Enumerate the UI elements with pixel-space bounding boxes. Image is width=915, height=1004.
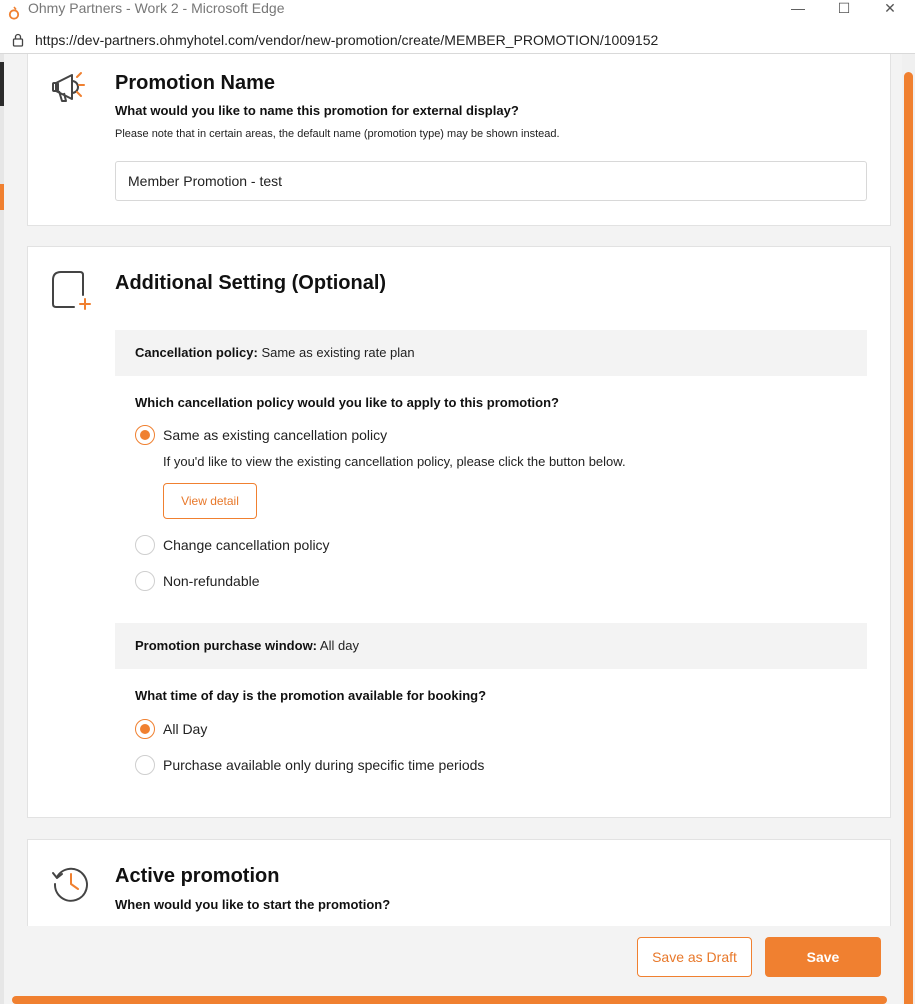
radio-button[interactable] (135, 755, 155, 775)
radio-change-cancellation-policy[interactable] (135, 535, 330, 555)
radio-label: All Day (163, 721, 208, 737)
lock-icon (12, 33, 24, 47)
cancellation-policy-label: Cancellation policy: (135, 345, 258, 360)
view-detail-button[interactable]: View detail (163, 483, 257, 519)
square-plus-icon (50, 269, 92, 311)
promotion-name-note: Please note that in certain areas, the default name (promotion type) may be shown instead. (115, 128, 560, 140)
radio-button[interactable] (135, 571, 155, 591)
window-titlebar (0, 0, 915, 28)
purchase-window-question: What time of day is the promotion available for booking? (135, 688, 487, 703)
cancellation-question: Which cancellation policy would you like to apply to this promotion? (135, 395, 559, 410)
cancellation-policy-summary (115, 330, 867, 376)
radio-all-day[interactable] (135, 719, 207, 739)
radio-label: Non-refundable (163, 573, 260, 589)
promotion-name-title: Promotion Name (115, 72, 276, 94)
cancellation-sub-note: If you'd like to view the existing cancellation policy, please click the button below. (163, 454, 626, 469)
radio-non-refundable[interactable] (135, 571, 260, 591)
promotion-name-input[interactable] (115, 161, 867, 201)
radio-button-selected[interactable] (135, 719, 155, 739)
megaphone-icon (50, 67, 92, 109)
bottom-accent-bar (12, 996, 887, 1004)
active-promotion-title: Active promotion (115, 865, 280, 887)
radio-specific-time-periods[interactable] (135, 755, 484, 775)
address-bar[interactable] (0, 28, 915, 54)
radio-label: Same as existing cancellation policy (163, 427, 388, 443)
active-promotion-card (27, 839, 891, 926)
cancellation-policy-value: Same as existing rate plan (261, 345, 415, 360)
history-clock-icon (50, 862, 92, 904)
minimize-button[interactable]: — (791, 0, 805, 16)
scrollbar[interactable] (902, 54, 915, 1004)
promotion-name-question: What would you like to name this promotion for external display? (115, 103, 519, 118)
promotion-name-card (27, 54, 891, 226)
modal-footer (4, 926, 904, 996)
additional-setting-card (27, 246, 891, 818)
active-promotion-question: When would you like to start the promotion? (115, 897, 391, 912)
radio-label: Purchase available only during specific time periods (163, 757, 485, 773)
radio-button[interactable] (135, 535, 155, 555)
save-as-draft-button[interactable]: Save as Draft (637, 937, 752, 977)
purchase-window-value: All day (319, 638, 359, 653)
modal-content (4, 54, 904, 926)
url-text[interactable]: https://dev-partners.ohmyhotel.com/vendor/new-promotion/create/MEMBER_PROMOTION/1009152 (35, 32, 659, 48)
close-button[interactable]: ✕ (884, 0, 896, 16)
additional-setting-title: Additional Setting (Optional) (115, 272, 387, 294)
purchase-window-label: Promotion purchase window: (135, 638, 318, 653)
app-logo-icon (8, 6, 20, 20)
maximize-button[interactable]: ☐ (837, 0, 851, 16)
radio-label: Change cancellation policy (163, 537, 330, 553)
save-button[interactable]: Save (765, 937, 881, 977)
radio-same-cancellation-policy[interactable] (135, 425, 387, 445)
window-title: Ohmy Partners - Work 2 - Microsoft Edge (28, 0, 285, 16)
radio-button-selected[interactable] (135, 425, 155, 445)
purchase-window-summary (115, 623, 867, 669)
scrollbar-thumb[interactable] (904, 72, 913, 1004)
